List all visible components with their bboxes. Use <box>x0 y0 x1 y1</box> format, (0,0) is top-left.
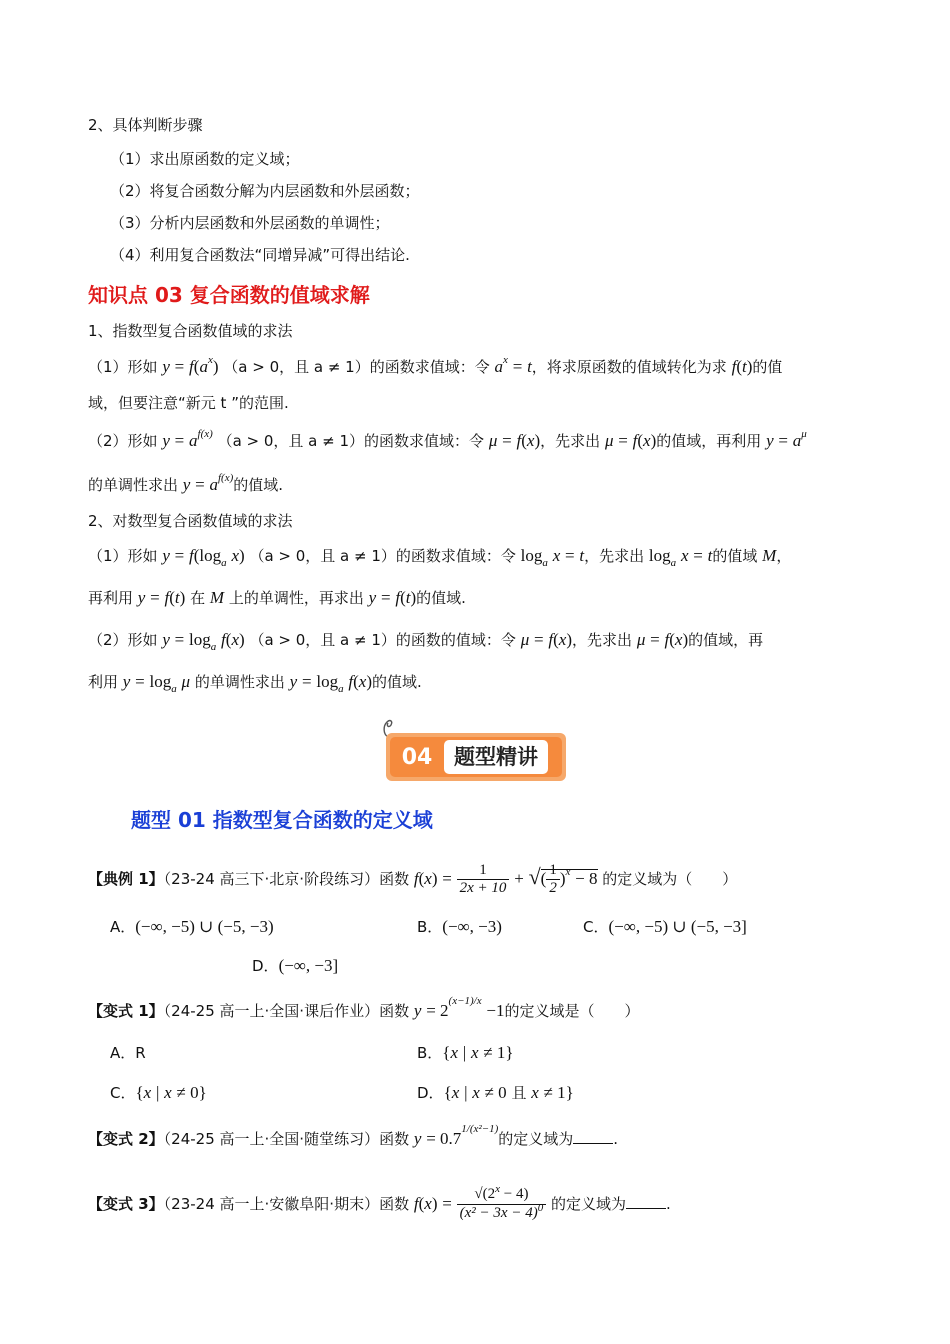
variant1-option-d[interactable]: D．{x | x ≠ 0 且 x ≠ 1} <box>417 1083 574 1102</box>
step-item: （1）求出原函数的定义域； <box>110 150 300 168</box>
variant1-option-b[interactable]: B．{x | x ≠ 1} <box>417 1043 514 1062</box>
example1-stem: 【典例 1】（23-24 高三下·北京·阶段练习）函数 f(x) = $\frac{1}{2x + 10}$ + √( $\frac{1}{2}$ )$^x$ − 8 的定义域为（ ） <box>88 862 738 896</box>
kp03-s1-p2-line2: 的单调性求出 $y = a^{f(x)}$的值域. <box>88 472 284 494</box>
variant2-tag: 【变式 2】 <box>88 1130 164 1148</box>
kp03-s1-p2: （2）形如 $y = a^{f(x)}$ （a > 0，且 a ≠ 1）的函数求值域：令 μ = f(x)，先求出 μ = f(x)的值域，再利用 $y = a^\mu$ <box>88 428 807 450</box>
kp03-s1-heading: 1、指数型复合函数值域的求法 <box>88 322 293 340</box>
kp03-s2-p1: （1）形如 $y = f(\log_a$ x) （a > 0，且 a ≠ 1）的函数求值域：令 $\log_a x = t$，先求出 $\log_a x = t$的值域 M， <box>88 546 792 569</box>
example1-option-b[interactable]: B．(−∞, −3) <box>417 917 502 936</box>
kp03-s2-heading: 2、对数型复合函数值域的求法 <box>88 512 293 530</box>
kp03-title: 知识点 03 复合函数的值域求解 <box>88 283 370 307</box>
kp03-s2-p2: （2）形如 $y = \log_a f(x) (a > 0$，且 a ≠ 1）的函数的值域：令 μ = f(x)，先求出 μ = f(x)的值域，再 <box>88 630 764 653</box>
step-item: （2）将复合函数分解为内层函数和外层函数； <box>110 182 420 200</box>
answer-blank[interactable] <box>573 1143 613 1144</box>
variant1-option-c[interactable]: C．{x | x ≠ 0} <box>110 1083 207 1102</box>
step-item: （4）利用复合函数法“同增异减”可得出结论. <box>110 246 410 264</box>
kp03-s1-p1-line2: 域，但要注意“新元 t ”的范围. <box>88 394 289 412</box>
variant3-stem: 【变式 3】（23-24 高一上·安徽阜阳·期末）函数 f(x) = $\frac{√(2^x - 4)}{(x^2 - 3x - 4)^0}$ 的定义域为 . <box>88 1183 671 1221</box>
kp03-s2-p1-line2: 再利用 y = f(t) 在 M 上的单调性，再求出 y = f(t)的值域. <box>88 588 466 607</box>
example1-option-d[interactable]: D．(−∞, −3] <box>252 956 339 975</box>
variant1-option-a[interactable]: A．R <box>110 1044 146 1062</box>
steps-heading: 2、具体判断步骤 <box>88 116 203 134</box>
section-badge <box>386 733 566 781</box>
variant1-tag: 【变式 1】 <box>88 1002 164 1020</box>
variant3-tag: 【变式 3】 <box>88 1195 164 1213</box>
kp03-s1-p1: （1）形如 $y = f(a^x) (a > 0$，且 a ≠ 1）的函数求值域：令 $a^x = t$，将求原函数的值域转化为求 f(t)的值 <box>88 354 783 376</box>
badge-number: 04 <box>401 744 433 770</box>
example1-option-a[interactable]: A．(−∞, −5) ∪ (−5, −3) <box>110 917 274 936</box>
example1-tag: 【典例 1】 <box>88 870 164 888</box>
variant1-stem: 【变式 1】（24-25 高一上·全国·课后作业）函数 $y = 2^{(x-1)/x} -1$的定义域是（ ） <box>88 995 640 1020</box>
type01-title: 题型 01 指数型复合函数的定义域 <box>131 808 433 832</box>
variant2-stem: 【变式 2】（24-25 高一上·全国·随堂练习）函数 $y = 0.7^{1/(x^2-1)}$的定义域为 . <box>88 1123 619 1148</box>
kp03-s2-p2-line2: 利用 $y = \log_a \mu$ 的单调性求出 $y = \log_a f(x)$的值域. <box>88 672 422 695</box>
answer-blank[interactable] <box>626 1208 666 1209</box>
example1-option-c[interactable]: C．(−∞, −5) ∪ (−5, −3] <box>583 917 747 936</box>
step-item: （3）分析内层函数和外层函数的单调性； <box>110 214 390 232</box>
badge-label: 题型精讲 <box>444 740 548 774</box>
